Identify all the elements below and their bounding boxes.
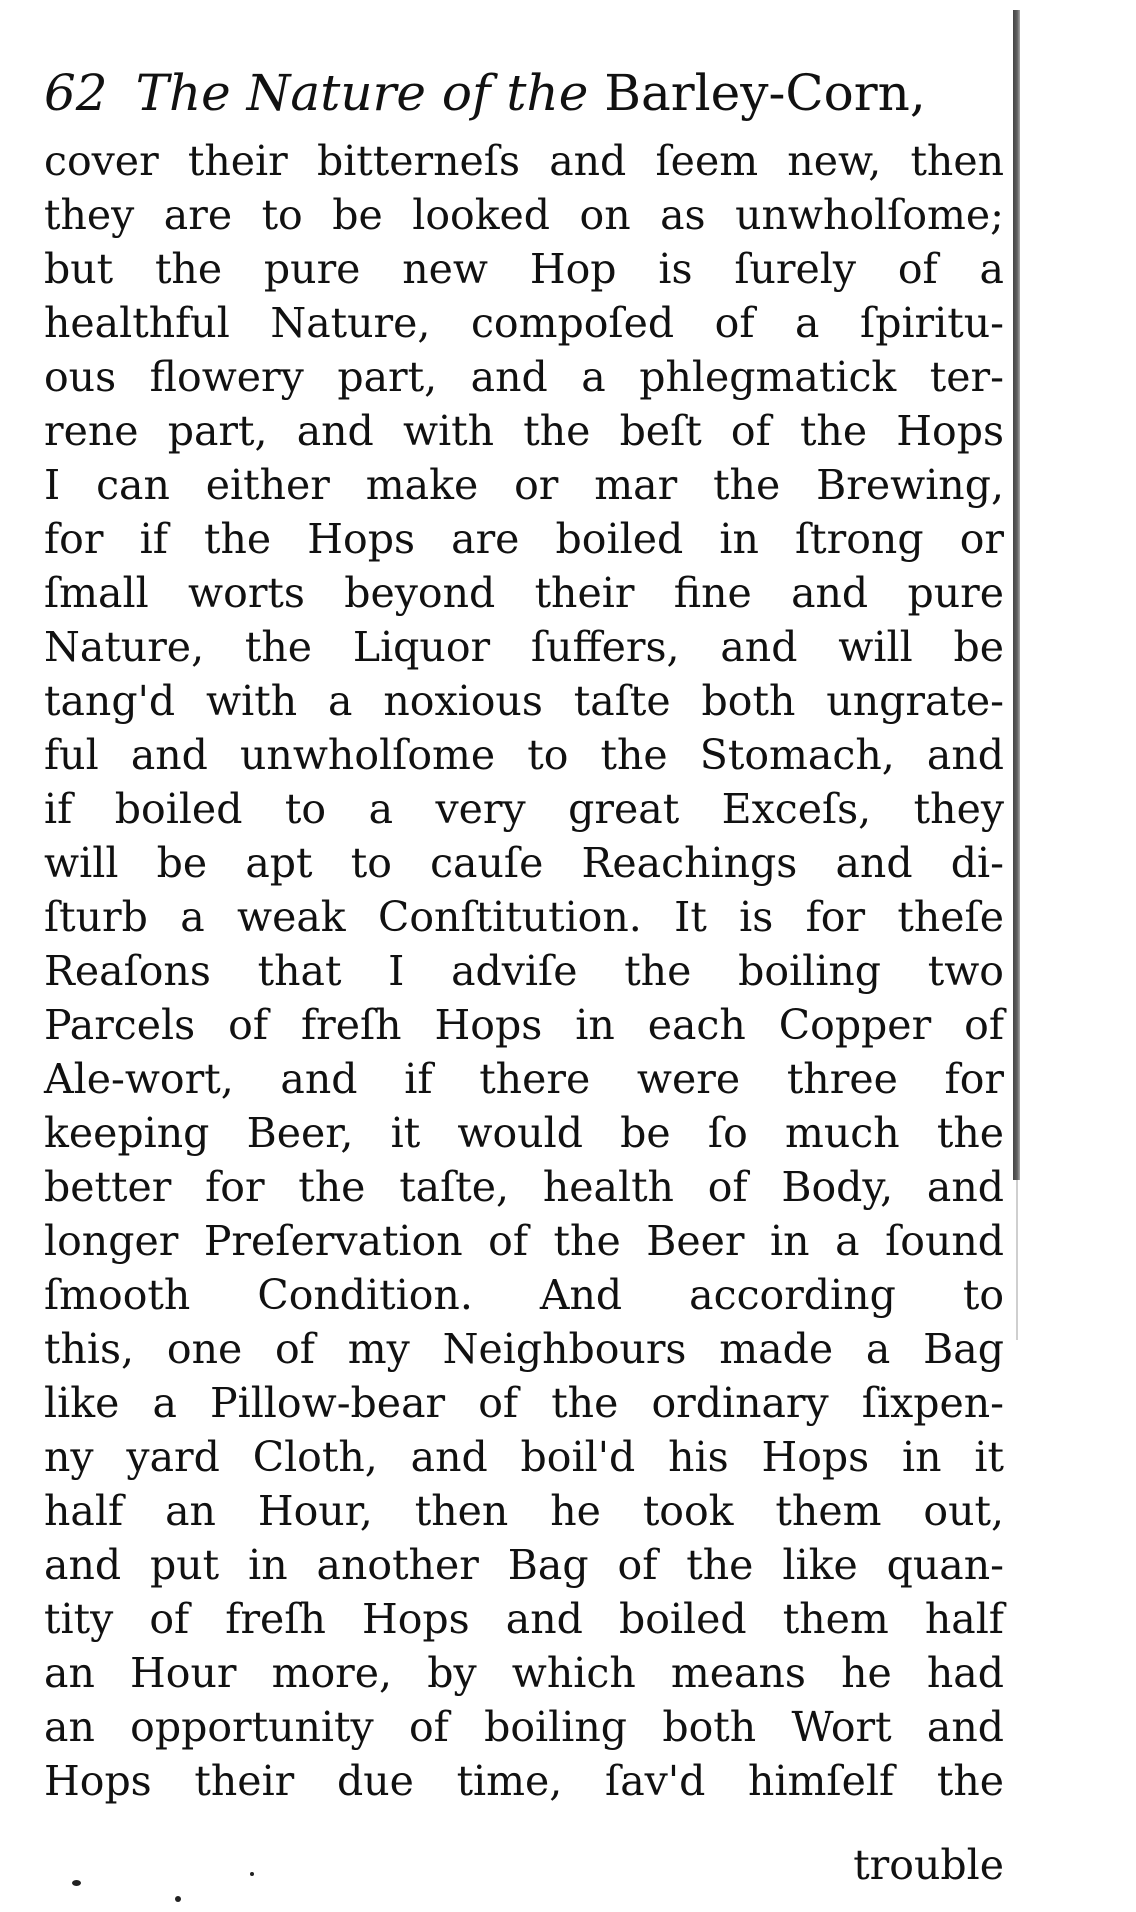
text-line: Parcels of freſh Hops in each Copper of [44,1001,1004,1049]
text-line: tang'd with a noxious taſte both ungrate- [44,677,1004,725]
text-line: Reaſons that I adviſe the boiling two [44,947,1004,995]
text-line: half an Hour, then he took them out, [44,1487,1004,1535]
text-line: they are to be looked on as unwholſome; [44,191,1004,239]
text-line: Ale-wort, and if there were three for [44,1055,1004,1103]
text-line: if boiled to a very great Exceſs, they [44,785,1004,833]
text-line: like a Pillow-bear of the ordinary ſixpen- [44,1379,1004,1427]
page-number: 62 [44,64,108,122]
text-line: rene part, and with the beſt of the Hops [44,407,1004,455]
text-line: ful and unwholſome to the Stomach, and [44,731,1004,779]
text-line: keeping Beer, it would be ſo much the [44,1109,1004,1157]
ink-speck [72,1880,81,1886]
text-line: an Hour more, by which means he had [44,1649,1004,1697]
text-line: ous flowery part, and a phlegmatick ter- [44,353,1004,401]
text-line: but the pure new Hop is ſurely of a [44,245,1004,293]
text-line: tity of freſh Hops and boiled them half [44,1595,1004,1643]
text-line: ſmall worts beyond their fine and pure [44,569,1004,617]
text-line: for if the Hops are boiled in ſtrong or [44,515,1004,563]
text-line: longer Preſervation of the Beer in a ſound [44,1217,1004,1265]
text-line: and put in another Bag of the like quan- [44,1541,1004,1589]
running-title-italic: The Nature of the [135,64,589,122]
running-header [44,52,1004,134]
page-gutter-edge [1013,10,1020,1180]
text-line: healthful Nature, compoſed of a ſpiritu- [44,299,1004,347]
text-line: ny yard Cloth, and boil'd his Hops in it [44,1433,1004,1481]
text-line: better for the taſte, health of Body, and [44,1163,1004,1211]
text-line: ſmooth Condition. And according to [44,1271,1004,1319]
running-title-roman: Barley-Corn, [604,64,926,122]
text-line: I can either make or mar the Brewing, [44,461,1004,509]
text-line: ſturb a weak Conſtitution. It is for theſe [44,893,1004,941]
ink-speck [250,1872,254,1876]
text-line: this, one of my Neighbours made a Bag [44,1325,1004,1373]
text-line: will be apt to cauſe Reachings and di- [44,839,1004,887]
text-line: Hops their due time, ſav'd himſelf the [44,1757,1004,1805]
ink-speck [175,1896,181,1902]
text-line: cover their bitterneſs and ſeem new, then [44,137,1004,185]
body-text [44,134,1004,1808]
page-gutter-edge-faint [1016,1180,1018,1340]
catchword: trouble [853,1841,1004,1889]
text-line: an opportunity of boiling both Wort and [44,1703,1004,1751]
text-line: Nature, the Liquor ſuffers, and will be [44,623,1004,671]
